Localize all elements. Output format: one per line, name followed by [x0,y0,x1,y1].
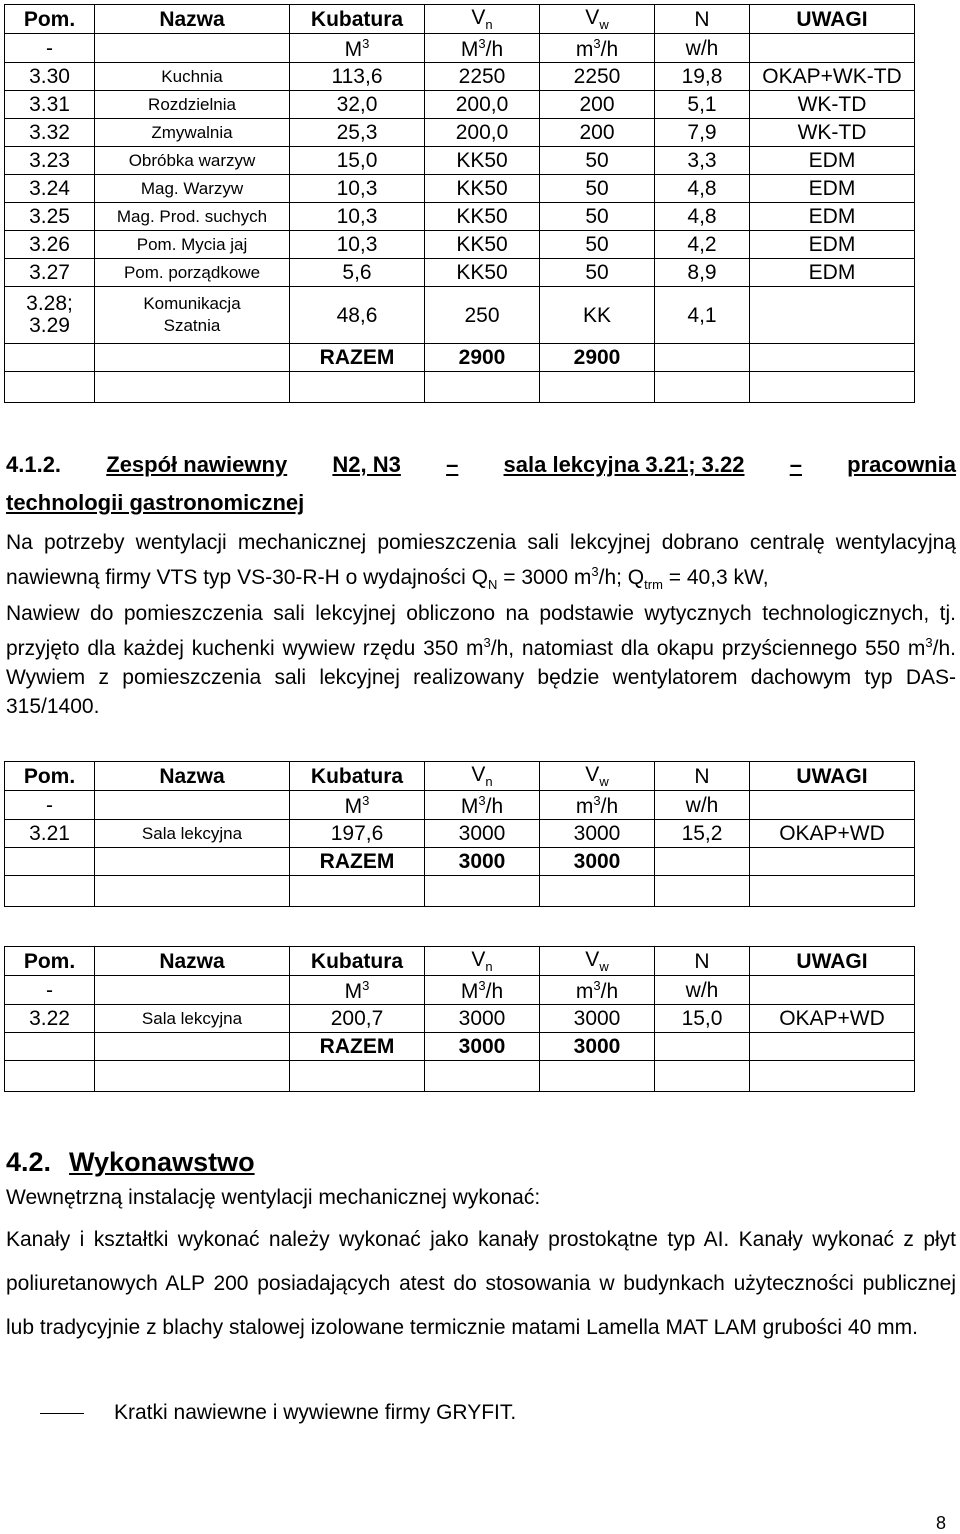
header-uwagi: UWAGI [750,762,915,791]
header-vw: $V_w$ [540,947,655,976]
cell-n: 5,1 [655,91,750,119]
cell-vw: 50 [540,231,655,259]
cell-vw: 3000 [540,820,655,848]
table-blank-row [5,372,915,403]
cell-vn: 250 [425,287,540,344]
cell-nazwa: Obróbka warzyw [95,147,290,175]
cell-nazwa: Pom. Mycia jaj [95,231,290,259]
cell-vn: KK50 [425,175,540,203]
total-vn: 2900 [425,344,540,372]
total-vw: 2900 [540,344,655,372]
table-units-row: - $M^3$ $M^3/h$ $m^3/h$ w/h [5,976,915,1005]
cell-nazwa: Zmywalnia [95,119,290,147]
heading-part-b: N2, N3 [332,452,401,477]
cell-vn: 200,0 [425,91,540,119]
header-kubatura: Kubatura [290,5,425,34]
cell-vw: 50 [540,259,655,287]
cell-kubatura: 15,0 [290,147,425,175]
heading-part-c: sala lekcyjna 3.21; 3.22 [503,452,745,477]
cell-vn: KK50 [425,203,540,231]
section-heading-42 [6,1147,956,1178]
cell-uwagi: EDM [750,259,915,287]
cell-kubatura: 10,3 [290,231,425,259]
cell-kubatura: 197,6 [290,820,425,848]
cell-nazwa: Sala lekcyjna [95,820,290,848]
header-nazwa: Nazwa [95,762,290,791]
cell-pom: 3.25 [5,203,95,231]
table-header-row [5,947,915,976]
header-uwagi: UWAGI [750,5,915,34]
cell-kubatura: 113,6 [290,63,425,91]
header-vn: $V_n$ [425,762,540,791]
table-units-row: - $M^3$ $M^3/h$ $m^3/h$ w/h [5,791,915,820]
header-n: N [655,762,750,791]
cell-vw: KK [540,287,655,344]
heading-part-a: Zespół nawiewny [106,452,288,477]
cell-uwagi: OKAP+WD [750,820,915,848]
total-label: RAZEM [290,848,425,876]
table-row [5,203,915,231]
cell-pom: 3.22 [5,1005,95,1033]
header-vw: $V_w$ [540,5,655,34]
cell-kubatura: 32,0 [290,91,425,119]
list-item [6,1398,956,1428]
cell-uwagi: OKAP+WD [750,1005,915,1033]
cell-vw: 50 [540,203,655,231]
cell-vw: 50 [540,175,655,203]
table-header-row [5,5,915,34]
cell-pom: 3.21 [5,820,95,848]
unit-pom: - [5,34,95,63]
cell-vw: 200 [540,119,655,147]
table-row [5,175,915,203]
cell-uwagi: EDM [750,175,915,203]
cell-vw: 2250 [540,63,655,91]
cell-vn: 200,0 [425,119,540,147]
cell-pom: 3.26 [5,231,95,259]
heading-line-2: technologii gastronomicznej [6,490,305,515]
header-uwagi: UWAGI [750,947,915,976]
cell-nazwa: Komunikacja Szatnia [95,287,290,344]
unit-vw: $m^3/h$ [540,34,655,63]
cell-nazwa: Kuchnia [95,63,290,91]
cell-uwagi: EDM [750,203,915,231]
total-vw: 3000 [540,848,655,876]
cell-uwagi: WK-TD [750,91,915,119]
paragraph-intro: Wewnętrzną instalację wentylacji mechanicznej wykonać: [6,1186,541,1209]
cell-vw: 3000 [540,1005,655,1033]
header-pom: Pom. [5,762,95,791]
dash-bullet-icon [40,1413,84,1414]
cell-n: 19,8 [655,63,750,91]
cell-kubatura: 10,3 [290,175,425,203]
header-n: N [655,5,750,34]
cell-kubatura: 48,6 [290,287,425,344]
cell-n: 15,0 [655,1005,750,1033]
cell-vw: 200 [540,91,655,119]
unit-uwagi [750,34,915,63]
header-kubatura: Kubatura [290,947,425,976]
cell-uwagi [750,287,915,344]
cell-n: 4,2 [655,231,750,259]
cell-uwagi: OKAP+WK-TD [750,63,915,91]
cell-uwagi: WK-TD [750,119,915,147]
cell-kubatura: 10,3 [290,203,425,231]
cell-n: 3,3 [655,147,750,175]
cell-kubatura: 200,7 [290,1005,425,1033]
total-label: RAZEM [290,1033,425,1061]
table-header-row [5,762,915,791]
cell-vn: KK50 [425,231,540,259]
cell-nazwa: Rozdzielnia [95,91,290,119]
cell-pom: 3.28; 3.29 [5,287,95,344]
table-row [5,147,915,175]
section-heading-412 [6,446,956,522]
header-vn: $V_n$ [425,947,540,976]
cell-vw: 50 [540,147,655,175]
unit-vn: $M^3/h$ [425,34,540,63]
paragraph-ducts: Kanały i kształtki wykonać należy wykonać jako kanały prostokątne typ AI. Kanały wykonać z płyt poliuretanowych ALP 200 posiadających atest do stosowania w budynkach użyteczności publicznej lub tradycyjnie z blachy stalowej izolowane termicznie matami Lamella MAT LAM grubości 40 mm. [6,1228,956,1339]
cell-pom: 3.32 [5,119,95,147]
cell-nazwa: Mag. Warzyw [95,175,290,203]
cell-vn: 2250 [425,63,540,91]
heading-dash: – [446,452,459,477]
list-item-text: Kratki nawiewne i wywiewne firmy GRYFIT. [114,1401,517,1424]
unit-n: w/h [655,34,750,63]
cell-n: 15,2 [655,820,750,848]
table-blank-row [5,876,915,907]
table-total-row [5,344,915,372]
cell-pom: 3.24 [5,175,95,203]
heading-number: 4.2. [6,1147,52,1177]
table-row [5,91,915,119]
header-nazwa: Nazwa [95,947,290,976]
cell-kubatura: 25,3 [290,119,425,147]
table-blank-row [5,1061,915,1092]
heading-part-d: pracownia [847,452,956,477]
cell-n: 4,8 [655,175,750,203]
header-vw: $V_w$ [540,762,655,791]
cell-vn: 3000 [425,1005,540,1033]
cell-n: 4,8 [655,203,750,231]
total-label: RAZEM [290,344,425,372]
table-row [5,63,915,91]
header-kubatura: Kubatura [290,762,425,791]
ventilation-table-1 [4,4,915,403]
unit-nazwa [95,34,290,63]
cell-uwagi: EDM [750,231,915,259]
header-vn: $V_n$ [425,5,540,34]
table-row [5,259,915,287]
total-vn: 3000 [425,1033,540,1061]
total-vn: 3000 [425,848,540,876]
header-nazwa: Nazwa [95,5,290,34]
page-number: 8 [935,1513,946,1533]
cell-n: 7,9 [655,119,750,147]
cell-uwagi: EDM [750,147,915,175]
cell-vn: 3000 [425,820,540,848]
table-row [5,1005,915,1033]
total-vw: 3000 [540,1033,655,1061]
cell-pom: 3.31 [5,91,95,119]
table-row [5,820,915,848]
cell-vn: KK50 [425,147,540,175]
cell-pom: 3.30 [5,63,95,91]
table-total-row [5,848,915,876]
heading-dash-2: – [789,452,802,477]
cell-pom: 3.27 [5,259,95,287]
heading-title: Wykonawstwo [69,1147,255,1177]
cell-nazwa: Pom. porządkowe [95,259,290,287]
ventilation-table-3 [4,946,915,1092]
table-row-double [5,287,915,344]
unit-kubatura: $M^3$ [290,34,425,63]
ventilation-table-2 [4,761,915,907]
cell-n: 4,1 [655,287,750,344]
cell-nazwa: Mag. Prod. suchych [95,203,290,231]
heading-number: 4.1.2. [6,452,62,477]
table-row [5,231,915,259]
table-total-row [5,1033,915,1061]
table-units-row [5,34,915,63]
header-n: N [655,947,750,976]
paragraph-description: Na potrzeby wentylacji mechanicznej pomieszczenia sali lekcyjnej dobrano centralę wentylacyjną nawiewną firmy VTS typ VS-30-R-H o wydajności $Q_N = 3000$ $m^3/h$; $Q_{trm} = 40,3$ kW, Nawiew do pomieszczenia sali lekcyjnej obliczono na podstawie wytycznych technologicznych, tj. przyjęto dla każdej kuchenki wywiew rzędu 350 $m^3/h$, natomiast dla okapu przyściennego 550 $m^3/h$. Wywiem z pomieszczenia sali lekcyjnej realizowany będzie wentylatorem dachowym typ DAS-315/1400. [6,531,956,719]
cell-pom: 3.23 [5,147,95,175]
cell-nazwa: Sala lekcyjna [95,1005,290,1033]
header-pom: Pom. [5,947,95,976]
cell-n: 8,9 [655,259,750,287]
cell-kubatura: 5,6 [290,259,425,287]
cell-vn: KK50 [425,259,540,287]
header-pom: Pom. [5,5,95,34]
table-row [5,119,915,147]
